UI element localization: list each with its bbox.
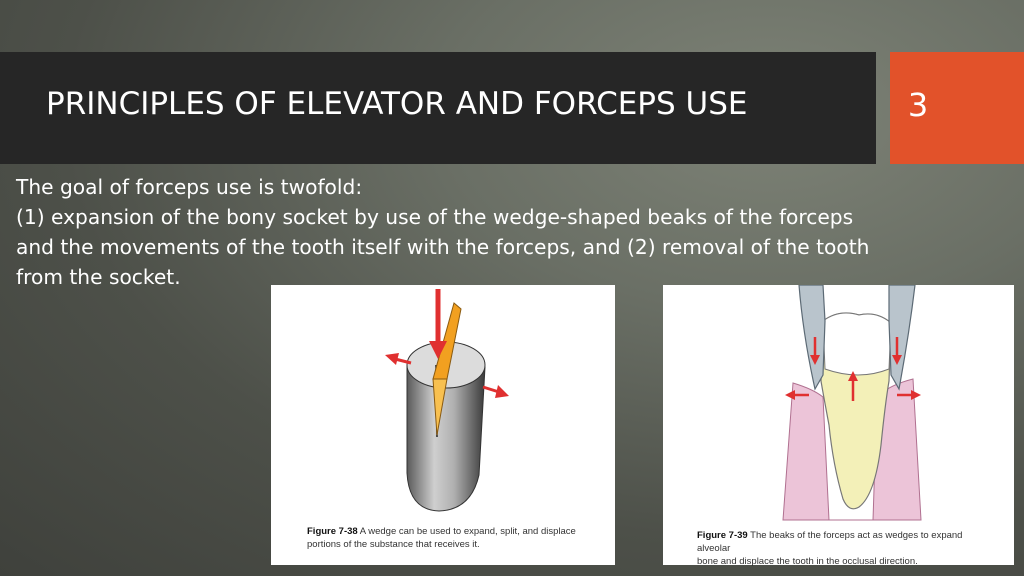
slide-title: PRINCIPLES OF ELEVATOR AND FORCEPS USE [46,86,748,122]
body-line: The goal of forceps use is twofold: [16,175,363,199]
slide-number-box [890,52,1024,164]
figure-label: Figure 7-38 [307,526,358,537]
figure-caption [697,529,997,568]
caption-text: A wedge can be used to expand, split, and displace [357,526,576,537]
body-line: from the socket. [16,265,181,289]
forceps-illustration [663,285,1014,525]
slide-number: 3 [907,86,929,124]
caption-text: bone and displace the tooth in the occlusal direction. [697,556,918,567]
wedge-illustration [271,285,615,525]
figure-forceps [663,285,1014,565]
caption-text: portions of the substance that receives it. [307,539,480,550]
body-line: and the movements of the tooth itself with the forceps, and (2) removal of the tooth [16,235,870,259]
body-line: (1) expansion of the bony socket by use of the wedge-shaped beaks of the forceps [16,205,854,229]
figure-wedge [271,285,615,565]
figure-label: Figure 7-39 [697,530,748,541]
figure-caption [307,525,597,551]
caption-text: The beaks of the forceps act as wedges to expand alveolar [697,530,963,554]
body-text [16,172,1016,292]
